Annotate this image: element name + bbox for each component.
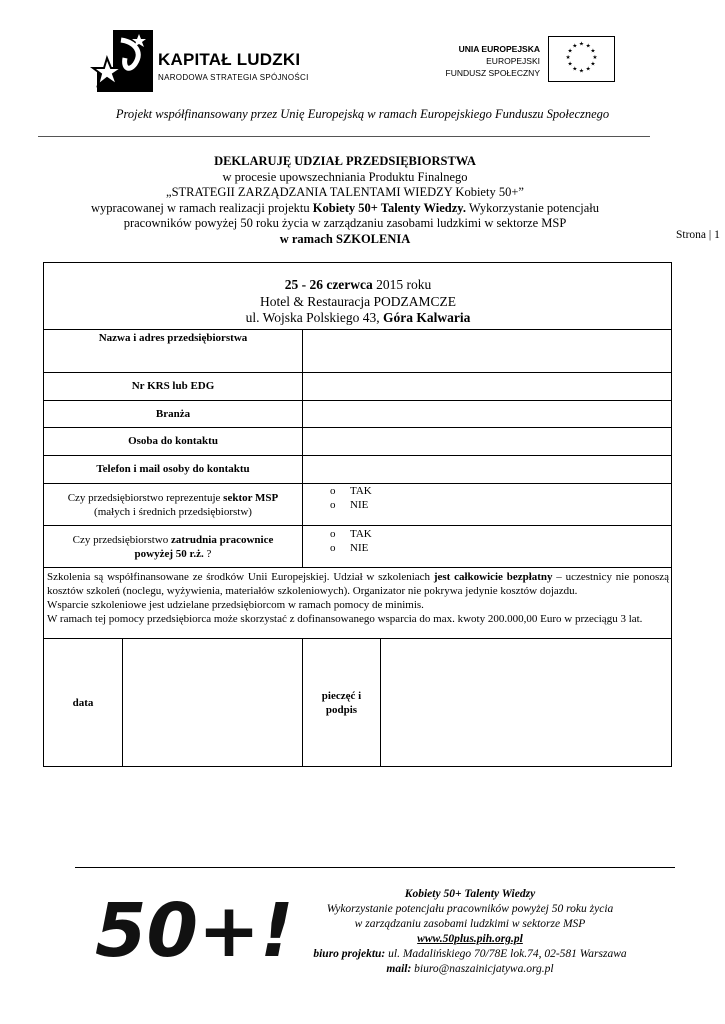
kobiety-50-plus-logo: [95, 888, 294, 974]
employment-question-mark: ?: [203, 548, 212, 560]
industry-input[interactable]: [303, 401, 671, 427]
contact-input[interactable]: [303, 428, 671, 455]
footer-mail: [290, 962, 650, 977]
employment-question-bold: zatrudnia pracownice: [171, 534, 274, 546]
cofinancing-note: Projekt współfinansowany przez Unię Europejską w ramach Europejskiego Funduszu Społecznego: [115, 107, 610, 121]
option-label: TAK: [350, 485, 372, 497]
funding-note-c: – uczestnicy nie ponoszą kosztów szkoleń (noclegu, wyżywienia, materiałów szkoleniowych). Organizator nie pokrywa jedynie kosztów dojazdu.: [47, 571, 670, 597]
svg-text:★: ★: [592, 55, 598, 61]
event-date-year: 2015 roku: [372, 277, 432, 292]
svg-text:★: ★: [572, 43, 578, 50]
svg-text:★: ★: [578, 41, 585, 48]
event-date-days: 25 - 26 czerwca: [284, 277, 373, 292]
msp-option-no[interactable]: [330, 498, 372, 512]
radio-circle-icon[interactable]: o: [330, 542, 336, 554]
label-employment-question: [44, 533, 302, 561]
svg-text:★: ★: [578, 68, 585, 75]
heading-line6: w ramach SZKOLENIA: [279, 231, 411, 246]
svg-text:★: ★: [567, 48, 573, 55]
event-address: [44, 310, 672, 327]
employment-option-no[interactable]: [330, 541, 372, 555]
kapital-ludzki-title: KAPITAŁ LUDZKI: [158, 50, 301, 69]
eu-line1: UNIA EUROPEJSKA: [458, 44, 540, 54]
footer-url-link[interactable]: www.50plus.pih.org.pl: [417, 933, 523, 945]
label-msp-question: [44, 491, 302, 519]
heading-line4: [60, 201, 630, 217]
header-divider: [38, 136, 650, 137]
krs-input[interactable]: [303, 373, 671, 400]
phone-mail-input[interactable]: [303, 456, 671, 483]
label-company: Nazwa i adres przedsiębiorstwa: [98, 332, 248, 344]
funding-note-free: jest całkowicie bezpłatny: [433, 571, 553, 583]
company-input[interactable]: [303, 330, 671, 372]
employment-question-text: Czy przedsiębiorstwo: [72, 534, 171, 546]
page-number: Strona | 1: [676, 229, 720, 241]
heading-title: DEKLARUJĘ UDZIAŁ PRZEDSIĘBIORSTWA: [214, 154, 476, 168]
declaration-heading: [60, 154, 630, 247]
msp-question-line2: (małych i średnich przedsiębiorstw): [94, 506, 252, 518]
mail-address[interactable]: biuro@naszainicjatywa.org.pl: [411, 963, 554, 975]
footer-divider: [75, 867, 675, 868]
funding-note-p1: [47, 570, 669, 598]
option-label: NIE: [350, 542, 369, 554]
kapital-ludzki-subtitle: NARODOWA STRATEGIA SPÓJNOŚCI: [158, 73, 309, 82]
radio-circle-icon[interactable]: o: [330, 528, 336, 540]
row-divider: [43, 525, 672, 526]
footer-office: [290, 947, 650, 962]
msp-question-bold: sektor MSP: [223, 492, 279, 504]
office-address: ul. Madalińskiego 70/78E lok.74, 02-581 Warszawa: [385, 948, 627, 960]
mail-label: mail:: [386, 963, 412, 975]
msp-option-yes[interactable]: [330, 484, 372, 498]
svg-text:★: ★: [572, 66, 578, 73]
heading-line4-project: Kobiety 50+ Talenty Wiedzy.: [312, 200, 466, 215]
event-address-city: Góra Kalwaria: [383, 310, 471, 325]
event-venue: Hotel & Restauracja PODZAMCZE: [259, 293, 457, 309]
event-address-street: ul. Wojska Polskiego 43,: [245, 310, 384, 325]
date-input[interactable]: [123, 639, 302, 766]
option-label: NIE: [350, 499, 369, 511]
label-stamp-signature: [303, 689, 380, 717]
row-divider: [43, 567, 672, 568]
heading-line5: pracowników powyżej 50 roku życia w zarządzaniu zasobami ludzkimi w sektorze MSP: [123, 216, 567, 230]
employment-options: [330, 527, 372, 555]
employment-question-line2: [44, 547, 302, 561]
employment-question-line1: [44, 533, 302, 547]
heading-line4-a: wypracowanej w ramach realizacji projektu: [91, 200, 313, 215]
radio-circle-icon[interactable]: o: [330, 499, 336, 511]
label-industry: Branża: [155, 408, 191, 420]
employment-option-yes[interactable]: [330, 527, 372, 541]
funding-note-p2: Wsparcie szkoleniowe jest udzielane przedsiębiorcom w ramach pomocy de minimis.: [47, 599, 424, 611]
label-contact: Osoba do kontaktu: [128, 435, 218, 447]
svg-text:★: ★: [590, 61, 596, 68]
label-date: data: [72, 697, 94, 709]
heading-line4-c: Wykorzystanie potencjału: [465, 200, 599, 215]
radio-circle-icon[interactable]: o: [330, 485, 336, 497]
msp-question-line1: [44, 491, 302, 505]
footer-title: Kobiety 50+ Talenty Wiedzy: [404, 888, 536, 900]
funding-note-p3: W ramach tej pomocy przedsiębiorca może skorzystać z dofinansowanego wsparcia do max. kwoty 200.000,00 Euro w przeciągu 3 lat.: [47, 613, 643, 625]
kapital-ludzki-logo: [95, 28, 155, 98]
funding-note: [47, 570, 669, 626]
svg-text:★: ★: [590, 48, 596, 55]
footer-info: [290, 887, 650, 977]
msp-question-text: Czy przedsiębiorstwo reprezentuje: [67, 492, 224, 504]
svg-text:★: ★: [585, 43, 591, 50]
stamp-line1: pieczęć i: [321, 690, 362, 702]
office-label: biuro projektu:: [313, 948, 386, 960]
stamp-line2: podpis: [325, 704, 358, 716]
svg-text:★: ★: [565, 55, 571, 61]
stamp-signature-input[interactable]: [381, 639, 671, 766]
eu-line3: FUNDUSZ SPOŁECZNY: [445, 68, 540, 78]
footer-line2: Wykorzystanie potencjału pracowników powyżej 50 roku życia: [326, 903, 614, 915]
svg-text:★: ★: [585, 66, 591, 73]
label-krs: Nr KRS lub EDG: [131, 380, 215, 392]
footer-line3: w zarządzaniu zasobami ludzkimi w sektorze MSP: [354, 918, 586, 930]
msp-options: [330, 484, 372, 512]
svg-text:★: ★: [567, 61, 573, 68]
logo-text: 50+!: [95, 888, 294, 974]
eu-label: [440, 43, 540, 79]
label-phone-mail: Telefon i mail osoby do kontaktu: [96, 463, 250, 475]
funding-note-a: Szkolenia są współfinansowane ze środków Unii Europejskiej. Udział w szkoleniach: [47, 571, 434, 583]
eu-flag-icon: [548, 36, 615, 82]
event-date: [44, 277, 672, 294]
eu-line2: EUROPEJSKI: [486, 56, 540, 66]
heading-line3: „STRATEGII ZARZĄDZANIA TALENTAMI WIEDZY Kobiety 50+”: [166, 185, 524, 199]
heading-line2: w procesie upowszechniania Produktu Finalnego: [222, 169, 468, 184]
employment-question-age: powyżej 50 r.ż.: [134, 548, 204, 560]
event-info: [44, 277, 672, 327]
option-label: TAK: [350, 528, 372, 540]
